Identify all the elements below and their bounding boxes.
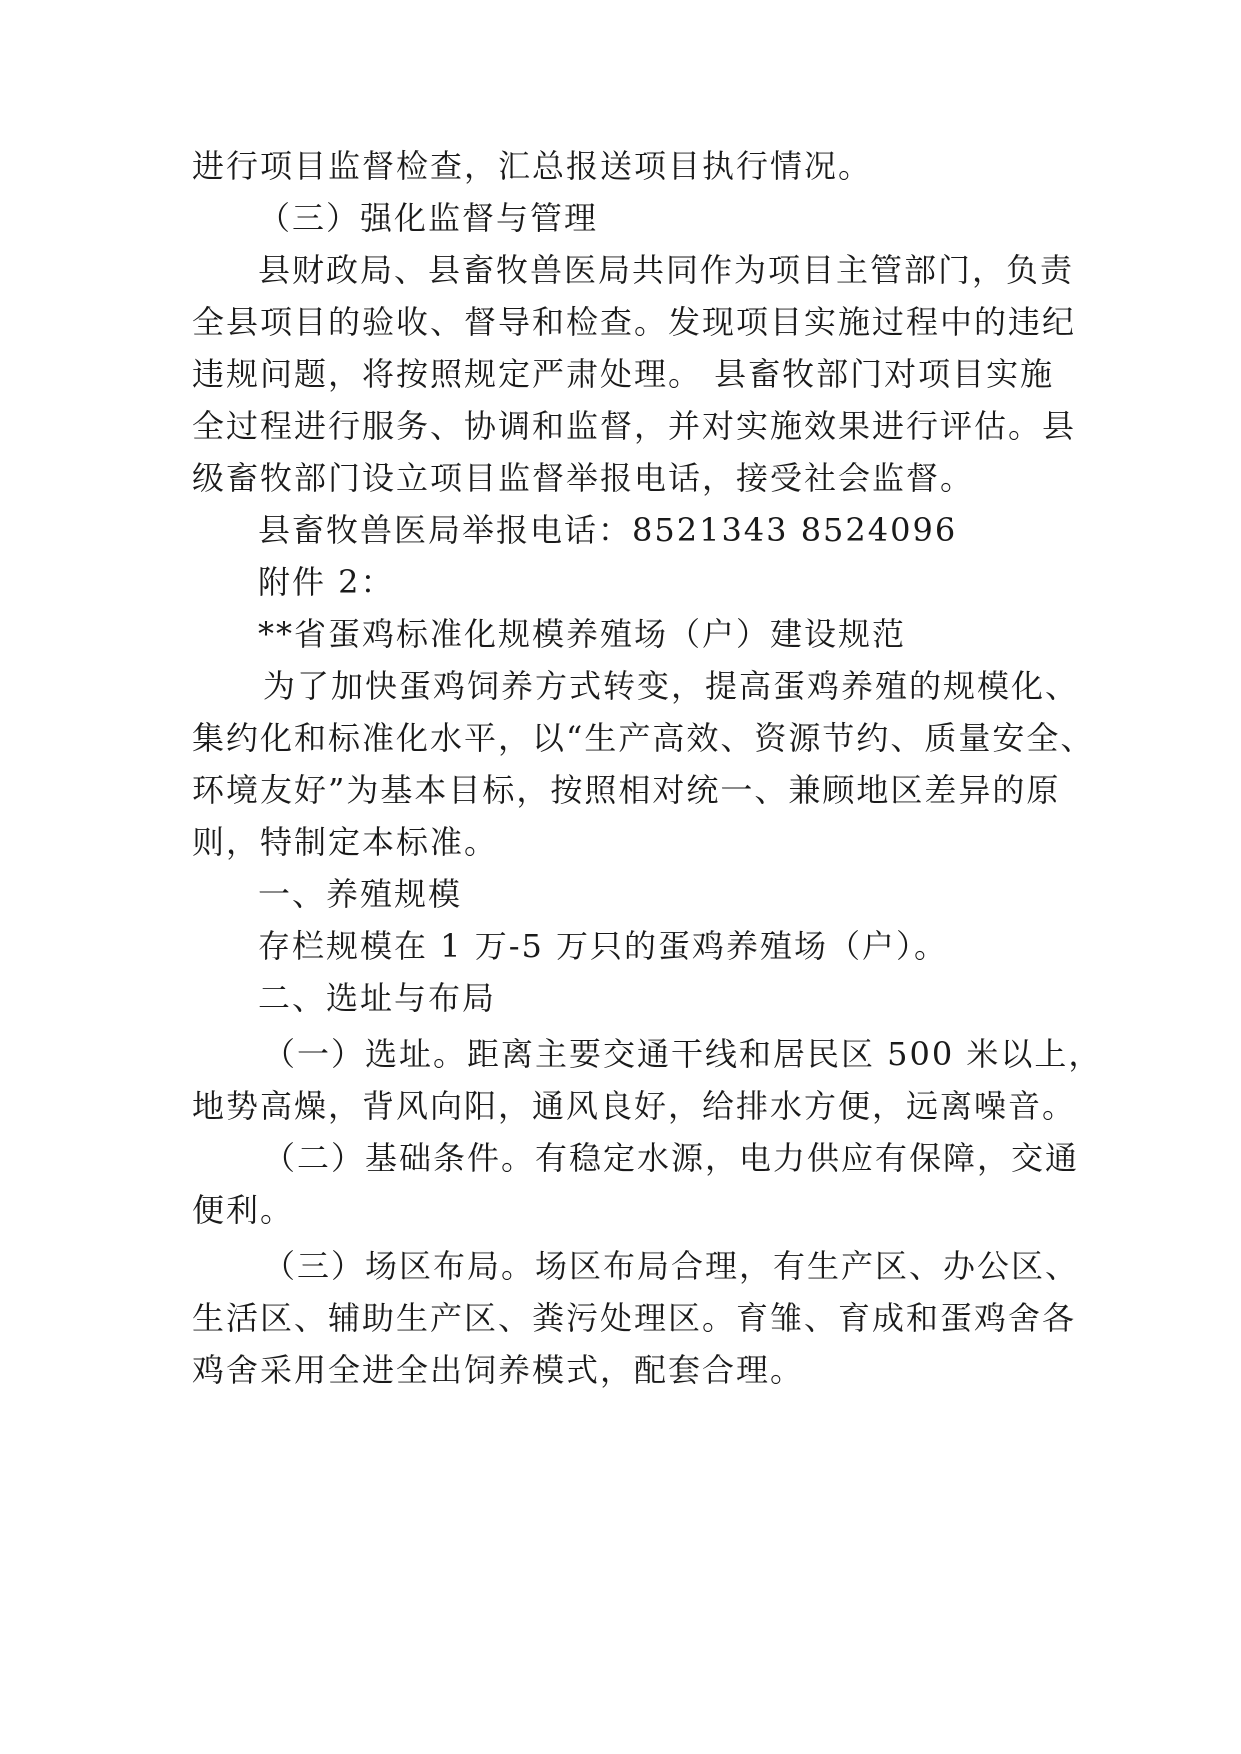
paragraph-line: 级畜牧部门设立项目监督举报电话，接受社会监督。	[192, 459, 975, 497]
paragraph-line: 全过程进行服务、协调和监督，并对实施效果进行评估。县	[192, 407, 1077, 445]
paragraph-line: 地势高燥，背风向阳，通风良好，给排水方便，远离噪音。	[192, 1087, 1077, 1125]
section-heading: 二、选址与布局	[258, 979, 497, 1017]
paragraph-line: 鸡舍采用全进全出饲养模式，配套合理。	[192, 1351, 805, 1389]
hotline-line: 县畜牧兽医局举报电话：8521343 8524096	[258, 511, 958, 549]
paragraph-line: 环境友好”为基本目标，按照相对统一、兼顾地区差异的原	[192, 771, 1061, 809]
document-title: **省蛋鸡标准化规模养殖场（户）建设规范	[258, 615, 907, 653]
paragraph-line: 为了加快蛋鸡饲养方式转变，提高蛋鸡养殖的规模化、	[263, 667, 1080, 705]
paragraph-line: 便利。	[192, 1191, 295, 1229]
paragraph-line: （二）基础条件。有稳定水源，电力供应有保障，交通	[263, 1139, 1080, 1177]
paragraph-line: 存栏规模在 1 万-5 万只的蛋鸡养殖场（户）。	[258, 927, 949, 965]
section-heading: （三）强化监督与管理	[258, 199, 599, 237]
paragraph-line: 生活区、辅助生产区、粪污处理区。育雏、育成和蛋鸡舍各	[192, 1299, 1077, 1337]
paragraph-line: （三）场区布局。场区布局合理，有生产区、办公区、	[263, 1247, 1080, 1285]
paragraph-line: 进行项目监督检查，汇总报送项目执行情况。	[192, 147, 873, 185]
paragraph-line: 则，特制定本标准。	[192, 823, 499, 861]
paragraph-line: 集约化和标准化水平，以“生产高效、资源节约、质量安全、	[192, 719, 1095, 757]
section-heading: 一、养殖规模	[258, 875, 463, 913]
paragraph-line: 县财政局、县畜牧兽医局共同作为项目主管部门，负责	[258, 251, 1075, 289]
paragraph-line: 违规问题，将按照规定严肃处理。 县畜牧部门对项目实施	[192, 355, 1055, 393]
paragraph-line: （一）选址。距离主要交通干线和居民区 500 米以上，	[263, 1035, 1103, 1073]
paragraph-line: 全县项目的验收、督导和检查。发现项目实施过程中的违纪	[192, 303, 1077, 341]
attachment-label: 附件 2：	[258, 563, 395, 601]
